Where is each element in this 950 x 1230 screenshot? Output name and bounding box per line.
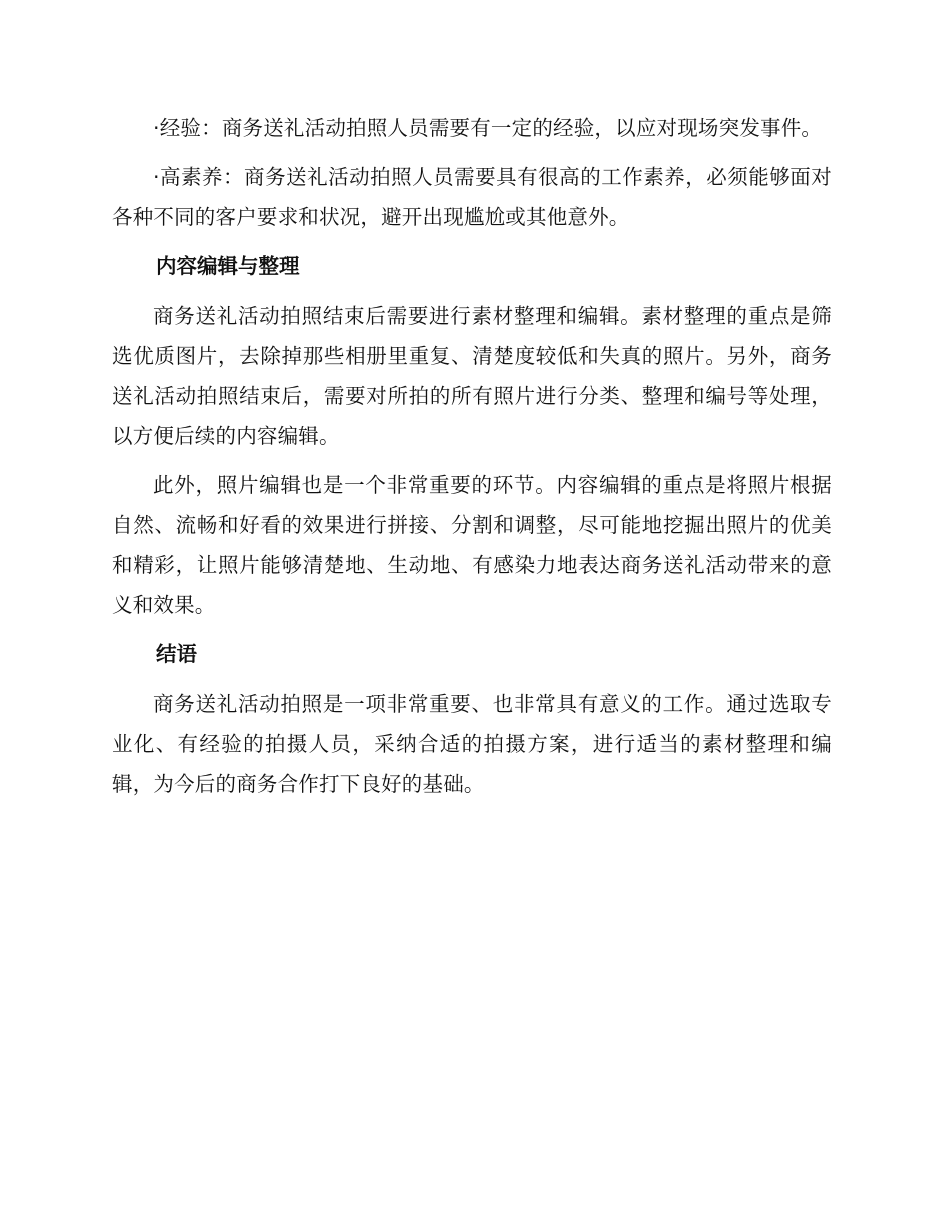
heading-conclusion: 结语: [156, 642, 197, 666]
heading-content-editing: 内容编辑与整理: [156, 254, 300, 278]
bullet-experience: ·经验：商务送礼活动拍照人员需要有一定的经验，以应对现场突发事件。: [153, 116, 823, 140]
paragraph-conclusion: 商务送礼活动拍照是一项非常重要、也非常具有意义的工作。通过选取专业化、有经验的拍摄人员，采纳合适的拍摄方案，进行适当的素材整理和编辑，为今后的商务合作打下良好的基础。: [112, 692, 832, 796]
paragraph-editing-2: 此外，照片编辑也是一个非常重要的环节。内容编辑的重点是将照片根据自然、流畅和好看的效果进行拼接、分割和调整，尽可能地挖掘出照片的优美和精彩，让照片能够清楚地、生动地、有感染力地表达商务送礼活动带来的意义和效果。: [112, 473, 832, 617]
paragraph-editing-1: 商务送礼活动拍照结束后需要进行素材整理和编辑。素材整理的重点是筛选优质图片，去除掉那些相册里重复、清楚度较低和失真的照片。另外，商务送礼活动拍照结束后，需要对所拍的所有照片进行分类、整理和编号等处理，以方便后续的内容编辑。: [112, 304, 832, 448]
bullet-quality: ·高素养：商务送礼活动拍照人员需要具有很高的工作素养，必须能够面对各种不同的客户要求和状况，避开出现尴尬或其他意外。: [112, 165, 832, 229]
